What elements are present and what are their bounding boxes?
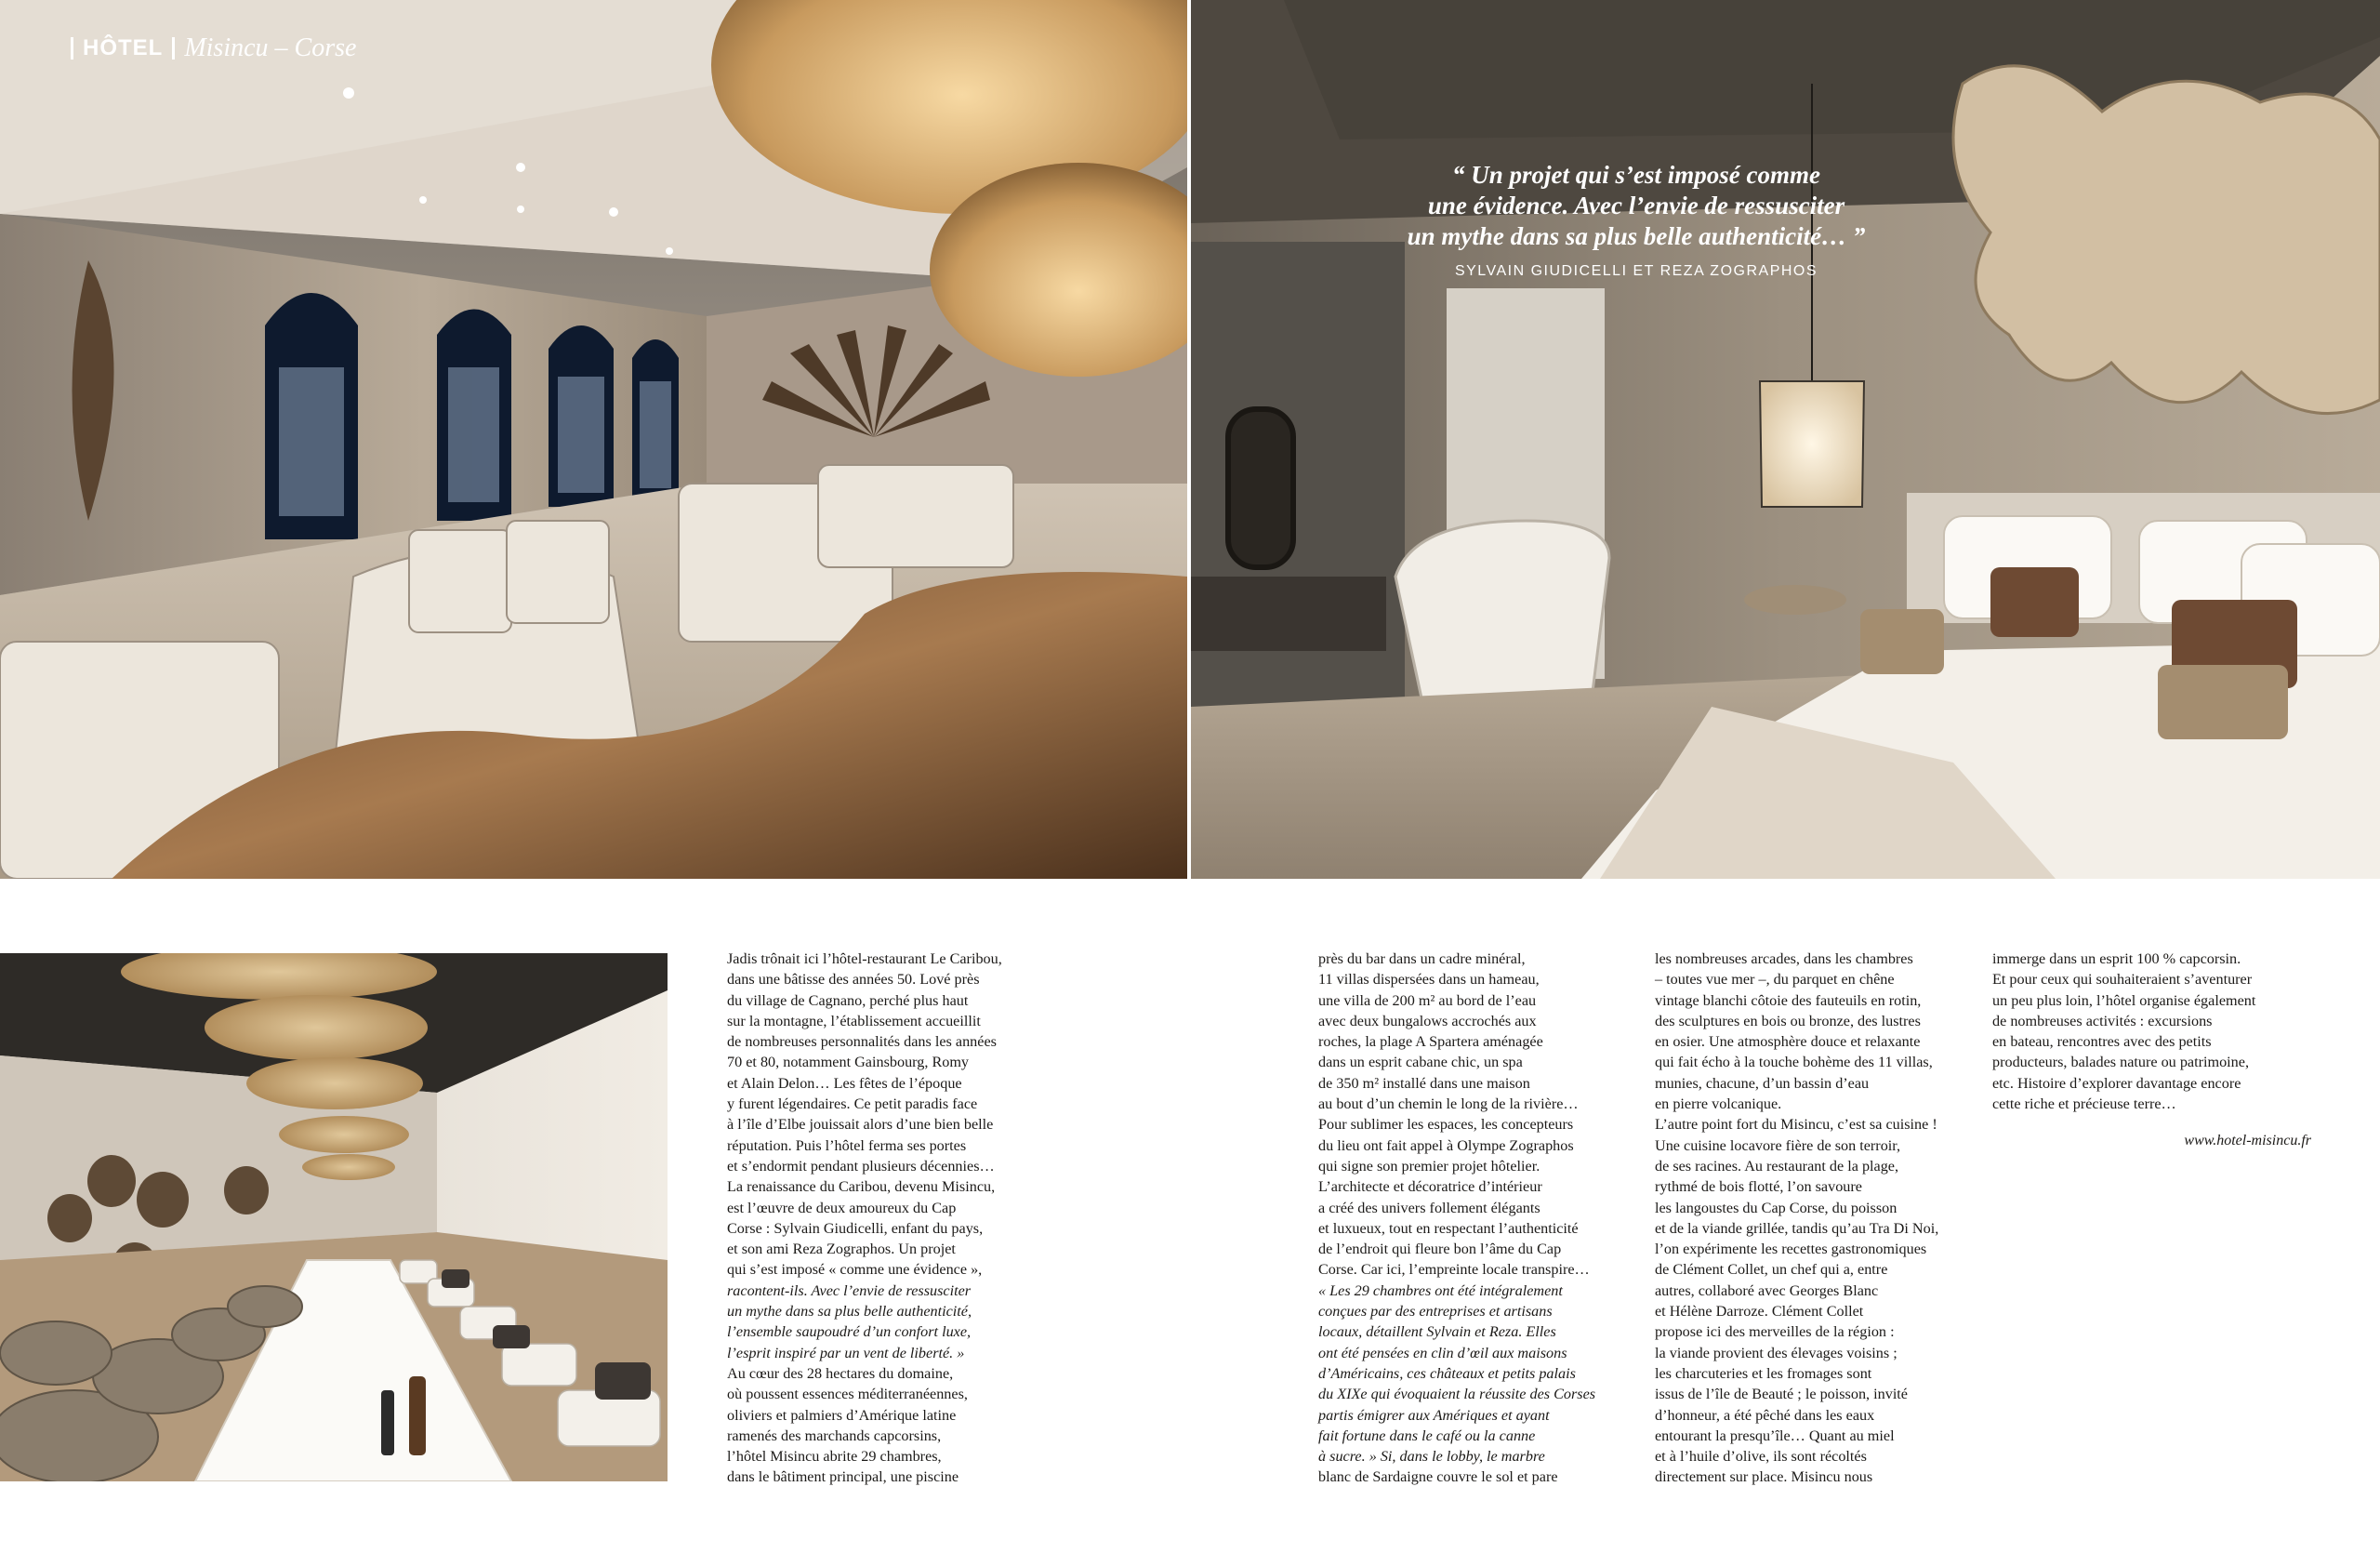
article-line: partis émigrer aux Amériques et ayant [1318, 1406, 1550, 1424]
section-label: HÔTEL [83, 35, 164, 60]
article-line: réputation. Puis l’hôtel ferma ses portes [727, 1136, 967, 1154]
divider [71, 37, 73, 60]
article-line: avec deux bungalows accrochés aux [1318, 1012, 1537, 1029]
article-line: Pour sublimer les espaces, les concepteurs [1318, 1116, 1574, 1134]
article-line: oliviers et palmiers d’Amérique latine [727, 1406, 957, 1424]
article-line: de Clément Collet, un chef qui a, entre [1655, 1261, 1888, 1279]
pull-quote-text [1320, 160, 1952, 252]
article-line: de ses racines. Au restaurant de la plage, [1655, 1157, 1899, 1175]
article-line: du village de Cagnano, perché plus haut [727, 991, 969, 1009]
article-line: cette riche et précieuse terre… [1992, 1095, 2176, 1113]
article-line: de nombreuses activités : excursions [1992, 1012, 2213, 1029]
article-line: et à l’huile d’olive, ils sont récoltés [1655, 1448, 1867, 1466]
article-line: les charcuteries et les fromages sont [1655, 1364, 1872, 1382]
article-line: d’Américains, ces châteaux et petits palais [1318, 1364, 1576, 1382]
location-label: Misincu – Corse [184, 33, 357, 62]
article-column-2 [1318, 949, 1634, 1488]
article-line: qui s’est imposé « comme une évidence », [727, 1261, 983, 1279]
article-line: Corse. Car ici, l’empreinte locale transpire… [1318, 1261, 1590, 1279]
article-line: ont été pensées en clin d’œil aux maisons [1318, 1344, 1567, 1361]
article-line: l’hôtel Misincu abrite 29 chambres, [727, 1448, 942, 1466]
article-column-1 [727, 949, 1052, 1488]
pull-quote-line: une évidence. Avec l’envie de ressusciter [1427, 192, 1845, 219]
article-line: les langoustes du Cap Corse, du poisson [1655, 1199, 1897, 1216]
article-line: autres, collaboré avec Georges Blanc [1655, 1281, 1879, 1299]
article-line: de l’endroit qui fleure bon l’âme du Cap [1318, 1241, 1562, 1258]
article-line: des sculptures en bois ou bronze, des lustres [1655, 1012, 1921, 1029]
pull-quote-author: SYLVAIN GIUDICELLI ET REZA ZOGRAPHOS [1454, 263, 1818, 279]
article-line: d’honneur, a été pêché dans les eaux [1655, 1406, 1875, 1424]
article-line: immerge dans un esprit 100 % capcorsin. [1992, 950, 2241, 967]
article-line: ramenés des marchands capcorsins, [727, 1427, 942, 1444]
article-line: et s’endormit pendant plusieurs décennies… [727, 1157, 995, 1175]
article-line: dans un esprit cabane chic, un spa [1318, 1054, 1523, 1071]
restaurant-photo [0, 953, 668, 1481]
article-line: à sucre. » Si, dans le lobby, le marbre [1318, 1448, 1545, 1466]
article-line: et Hélène Darroze. Clément Collet [1655, 1303, 1864, 1321]
article-line: dans une bâtisse des années 50. Lové près [727, 971, 980, 989]
article-line: à l’île d’Elbe jouissait alors d’une bien belle [727, 1116, 994, 1134]
article-line: Au cœur des 28 hectares du domaine, [727, 1364, 954, 1382]
hotel-website-link[interactable]: www.hotel-misincu.fr [2184, 1133, 2311, 1148]
article-line: roches, la plage A Spartera aménagée [1318, 1033, 1543, 1051]
article-line: Une cuisine locavore fière de son terroir, [1655, 1136, 1901, 1154]
article-line: les nombreuses arcades, dans les chambres [1655, 950, 1913, 967]
article-line: producteurs, balades nature ou patrimoine, [1992, 1054, 2249, 1071]
article-line: directement sur place. Misincu nous [1655, 1468, 1873, 1486]
article-line: et son ami Reza Zographos. Un projet [727, 1241, 956, 1258]
article-line: L’autre point fort du Misincu, c’est sa cuisine ! [1655, 1116, 1937, 1134]
lobby-photo [0, 0, 1187, 879]
article-line: la viande provient des élevages voisins ; [1655, 1344, 1897, 1361]
article-line: etc. Histoire d’explorer davantage encore [1992, 1074, 2241, 1092]
article-line: Jadis trônait ici l’hôtel-restaurant Le Caribou, [727, 950, 1002, 967]
article-line: en osier. Une atmosphère douce et relaxante [1655, 1033, 1921, 1051]
article-line: et luxueux, tout en respectant l’authenticité [1318, 1219, 1579, 1237]
article-line: issus de l’île de Beauté ; le poisson, invité [1655, 1386, 1908, 1403]
article-line: et Alain Delon… Les fêtes de l’époque [727, 1074, 962, 1092]
article-line: au bout d’un chemin le long de la rivière… [1318, 1095, 1579, 1113]
article-column-3 [1655, 949, 1980, 1488]
article-line: en pierre volcanique. [1655, 1095, 1782, 1113]
article-column-4 [1992, 949, 2318, 1114]
article-line: où poussent essences méditerranéennes, [727, 1386, 968, 1403]
article-line: du XIXe qui évoquaient la réussite des Corses [1318, 1386, 1596, 1403]
article-line: blanc de Sardaigne couvre le sol et pare [1318, 1468, 1558, 1486]
running-head [71, 32, 356, 65]
article-line: qui fait écho à la touche bohème des 11 villas, [1655, 1054, 1933, 1071]
article-line: a créé des univers follement élégants [1318, 1199, 1540, 1216]
article-line: 11 villas dispersées dans un hameau, [1318, 971, 1540, 989]
article-line: locaux, détaillent Sylvain et Reza. Elles [1318, 1323, 1556, 1341]
pull-quote-line: “ Un projet qui s’est imposé comme [1452, 161, 1820, 189]
article-line: l’ensemble saupoudré d’un confort luxe, [727, 1323, 972, 1341]
bedroom-photo [1191, 0, 2380, 879]
article-line: près du bar dans un cadre minéral, [1318, 950, 1526, 967]
article-line: dans le bâtiment principal, une piscine [727, 1468, 959, 1486]
article-line: entourant la presqu’île… Quant au miel [1655, 1427, 1895, 1444]
article-line: vintage blanchi côtoie des fauteuils en rotin, [1655, 991, 1922, 1009]
article-line: – toutes vue mer –, du parquet en chêne [1655, 971, 1895, 989]
article-line: « Les 29 chambres ont été intégralement [1318, 1281, 1563, 1299]
article-line: en bateau, rencontres avec des petits [1992, 1033, 2212, 1051]
article-line: propose ici des merveilles de la région : [1655, 1323, 1895, 1341]
article-line: L’architecte et décoratrice d’intérieur [1318, 1178, 1542, 1196]
article-line: sur la montagne, l’établissement accueillit [727, 1012, 981, 1029]
pull-quote-line: un mythe dans sa plus belle authenticité… ” [1407, 222, 1866, 250]
article-line: fait fortune dans le café ou la canne [1318, 1427, 1536, 1444]
article-line: Corse : Sylvain Giudicelli, enfant du pays, [727, 1219, 984, 1237]
article-line: de 350 m² installé dans une maison [1318, 1074, 1530, 1092]
article-line: munies, chacune, d’un bassin d’eau [1655, 1074, 1870, 1092]
article-line: Et pour ceux qui souhaiteraient s’aventurer [1992, 971, 2253, 989]
article-line: une villa de 200 m² au bord de l’eau [1318, 991, 1537, 1009]
article-line: racontent-ils. Avec l’envie de ressusciter [727, 1281, 972, 1299]
article-line: 70 et 80, notamment Gainsbourg, Romy [727, 1054, 970, 1071]
article-line: un peu plus loin, l’hôtel organise également [1992, 991, 2256, 1009]
article-line: l’on expérimente les recettes gastronomiques [1655, 1241, 1927, 1258]
article-line: du lieu ont fait appel à Olympe Zographos [1318, 1136, 1574, 1154]
article-line: un mythe dans sa plus belle authenticité, [727, 1303, 972, 1321]
article-line: conçues par des entreprises et artisans [1318, 1303, 1553, 1321]
pull-quote [1320, 160, 1952, 280]
article-line: La renaissance du Caribou, devenu Misincu, [727, 1178, 996, 1196]
divider [172, 37, 175, 60]
article-line: est l’œuvre de deux amoureux du Cap [727, 1199, 957, 1216]
article-line: de nombreuses personnalités dans les années [727, 1033, 997, 1051]
article-line: y furent légendaires. Ce petit paradis face [727, 1095, 978, 1113]
article-line: qui signe son premier projet hôtelier. [1318, 1157, 1540, 1175]
article-line: et de la viande grillée, tandis qu’au Tra Di Noi, [1655, 1219, 1939, 1237]
article-line: l’esprit inspiré par un vent de liberté. » [727, 1344, 965, 1361]
article-line: rythmé de bois flotté, l’on savoure [1655, 1178, 1862, 1196]
